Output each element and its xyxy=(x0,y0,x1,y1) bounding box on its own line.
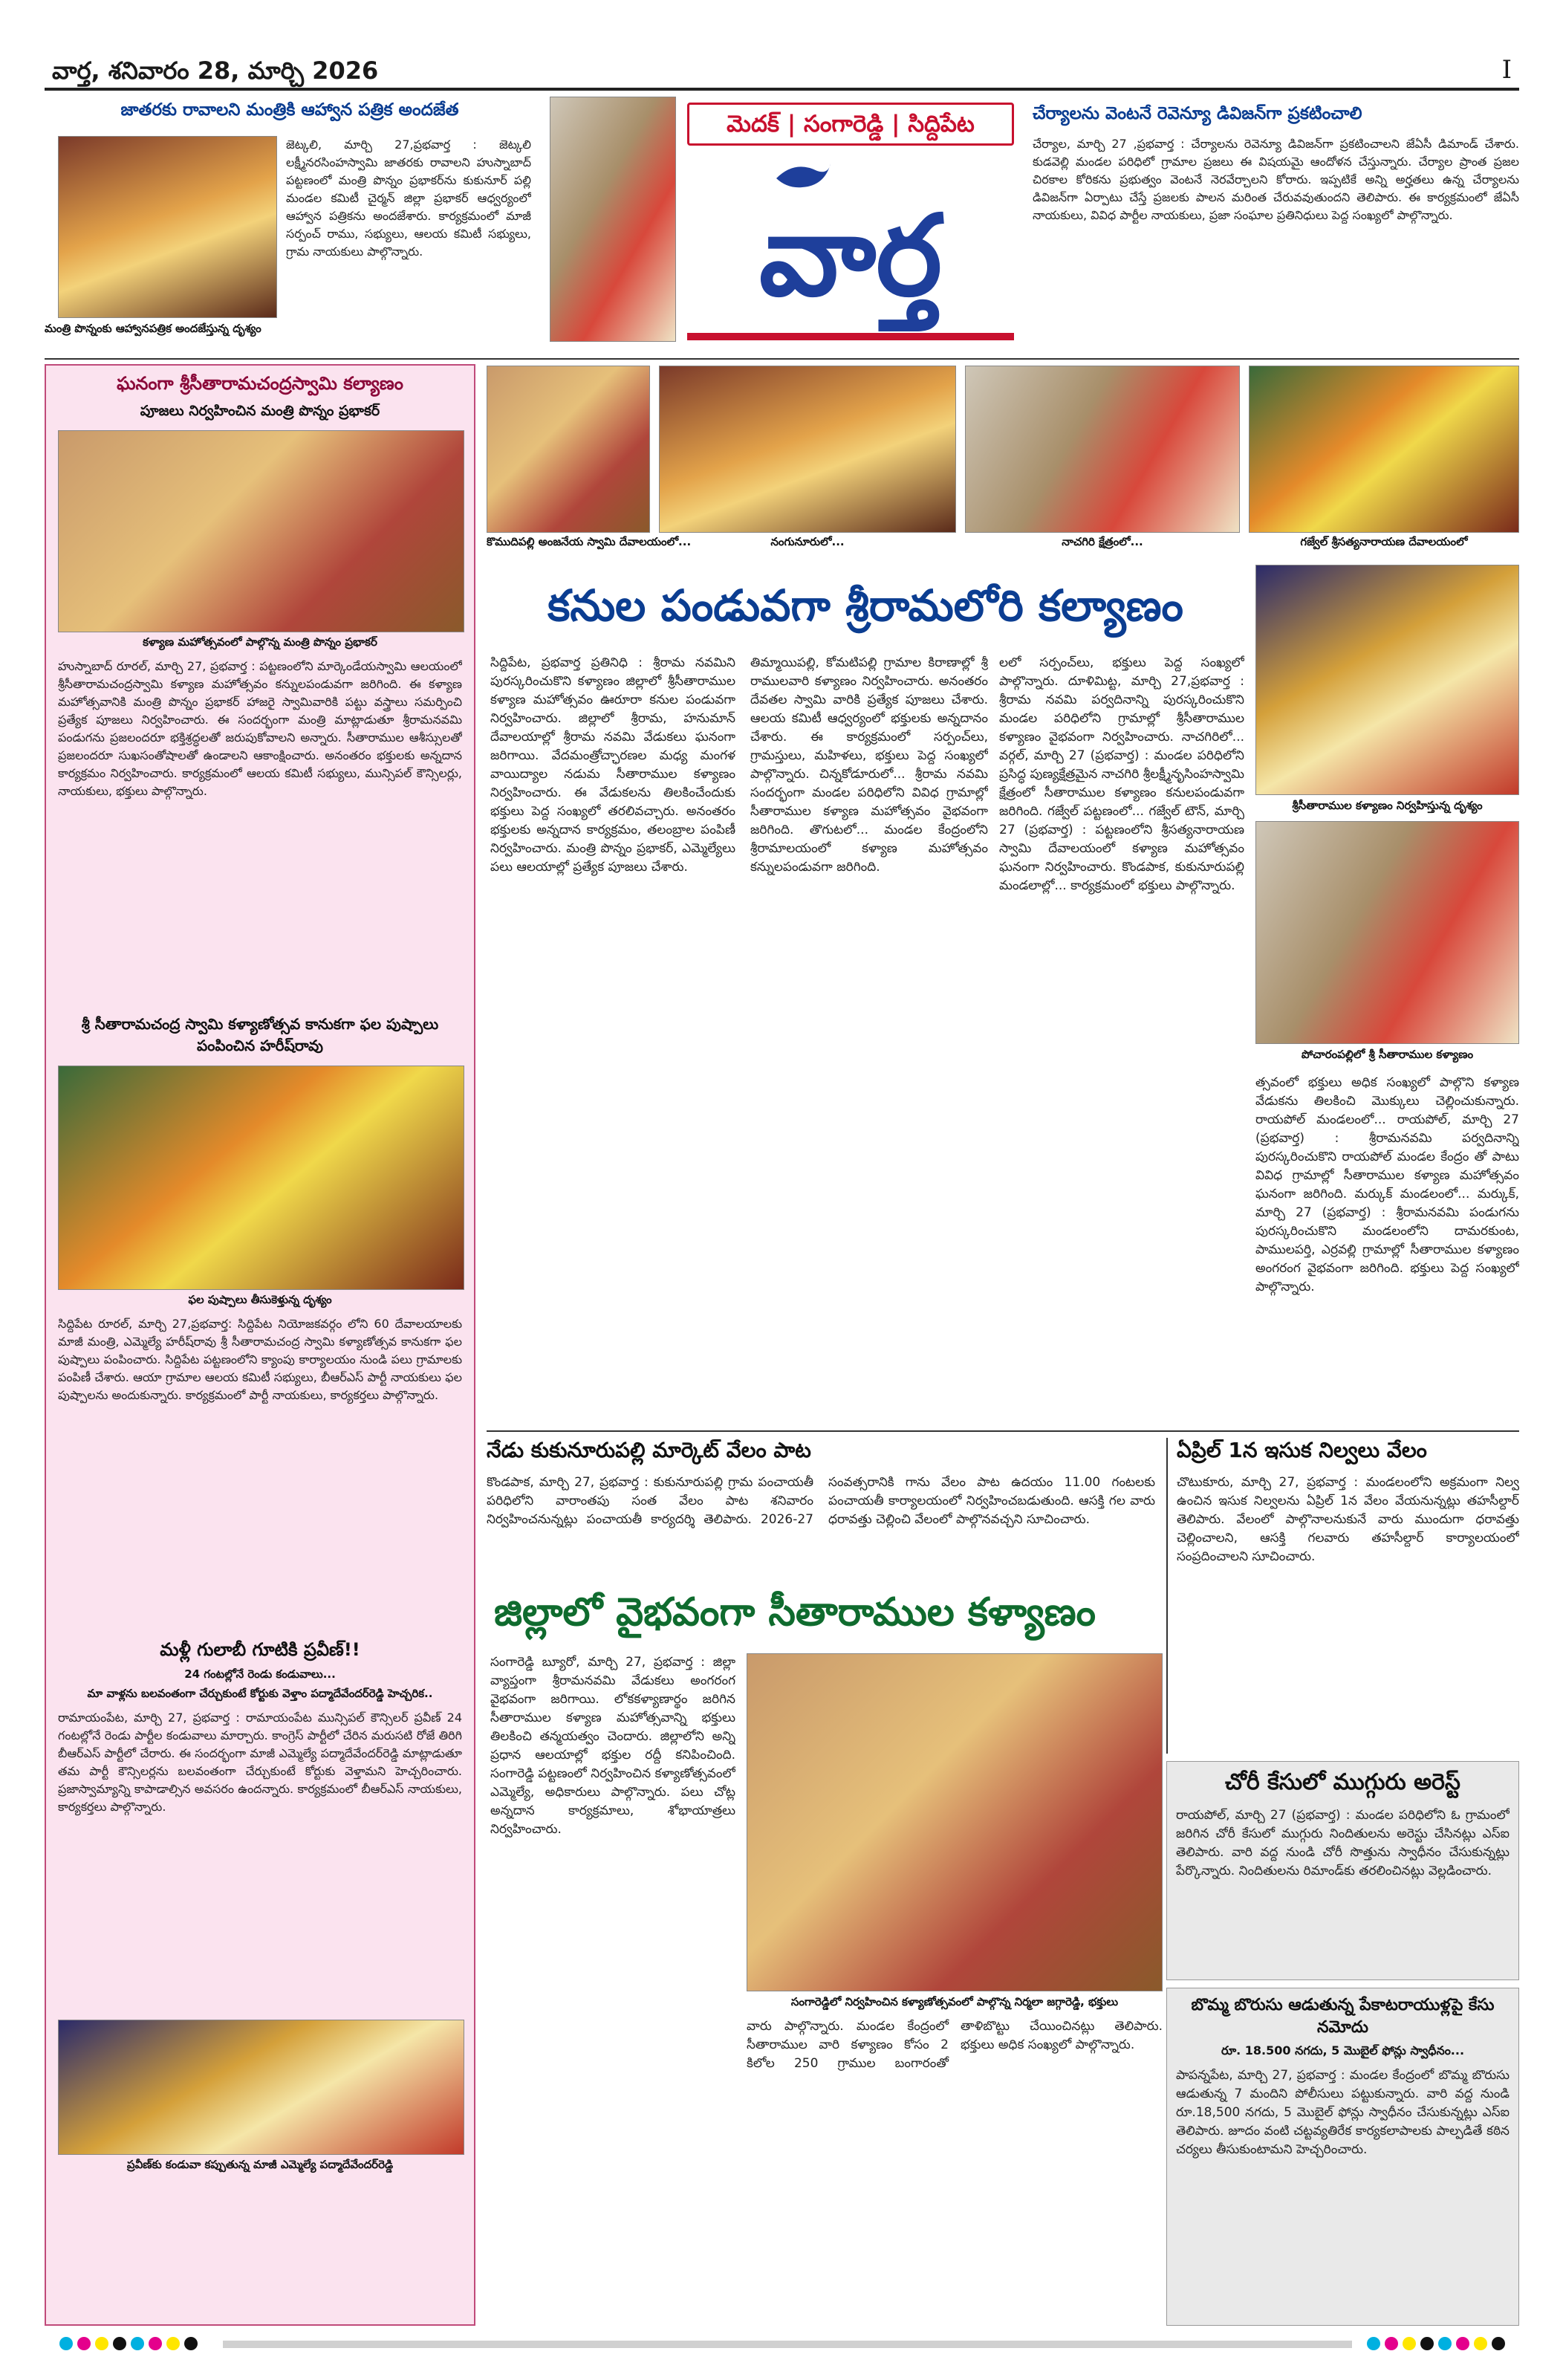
strip-caption-2: నంగునూరులో... xyxy=(770,535,845,548)
story-market xyxy=(487,1438,1155,1579)
registration-dot xyxy=(113,2337,126,2350)
registration-dot xyxy=(184,2337,198,2350)
strip-photo-1 xyxy=(487,366,650,533)
masthead-underline xyxy=(687,333,1014,340)
strip-caption-1: కొముదిపల్లి అంజనేయ స్వామి దేవాలయంలో... xyxy=(487,535,692,548)
sidebar-subhead-3: మళ్లీ గులాబీ గూటికి ప్రవీణ్!! xyxy=(160,1639,360,1660)
masthead-regions-bar xyxy=(687,103,1014,146)
strip-photo-2 xyxy=(659,366,956,533)
sidebar-caption-1: కళ్యాణ మహోత్సవంలో పాల్గొన్న మంత్రి పొన్నం ప్రభాకర్ xyxy=(143,635,377,649)
registration-dot xyxy=(95,2337,108,2350)
sidebar-kalyanam xyxy=(45,364,475,2326)
registration-dot xyxy=(77,2337,91,2350)
sidebar-body-2: సిద్దిపేట రూరల్, మార్చి 27,ప్రభవార్త: సిద్దిపేట నియోజకవర్గం లోని 60 దేవాలయాలకు మాజీ మంత్రి, ఎమ్మెల్యే హరీష్‌రావు శ్రీ సీతారామచంద్ర స్వామి కళ్యాణోత్సవ కానుకగా ఫల పుష్పాలు పంపించారు. సిద్దిపేట పట్టణంలోని క్యాంపు కార్యాలయం నుండి పలు గ్రామాలకు పంపిణీ చేశారు. ఆయా గ్రామాల ఆలయ కమిటీ సభ్యులు, బీఆర్ఎస్ పార్టీ నాయకులు ఫల పుష్పాలను అందుకున్నారు. కార్యక్రమంలో పార్టీ నాయకులు, కార్యకర్తలు పాల్గొన్నారు. xyxy=(58,1317,462,1402)
story-bomma xyxy=(1166,1988,1519,2326)
strip-photo-4 xyxy=(1249,366,1519,533)
story-arrest-body: రాయపోల్, మార్చి 27 (ప్రభవార్త) : మండల పరిధిలోని ఓ గ్రామంలో జరిగిన చోరీ కేసులో ముగ్గురు నిందితులను అరెస్టు చేసినట్లు ఎస్ఐ తెలిపారు. వారి వద్ద నుండి చోరీ సొత్తును స్వాధీనం చేసుకున్నట్లు పేర్కొన్నారు. నిందితులను రిమాండ్‌కు తరలించినట్లు వెల్లడించారు. xyxy=(1176,1808,1510,1878)
sidebar-photo-2 xyxy=(58,1066,464,1290)
story-cheryal xyxy=(1033,104,1519,357)
invite-photo xyxy=(58,136,277,318)
main-column-1: సిద్దిపేట, ప్రభవార్త ప్రతినిధి : శ్రీరామ నవమిని పురస్కరించుకొని కళ్యాణం జిల్లాలో శ్రీసీతారాముల కళ్యాణ మహోత్సవం ఊరూరా కనుల పండువగా నిర్వహించారు. జిల్లాలో శ్రీరామ, హనుమాన్ దేవాలయాల్లో శ్రీరామ నవమి వేడుకలు ఘనంగా జరిగాయి. వేదమంత్రోచ్ఛారణల మధ్య మంగళ వాయిద్యాల నడుమ సీతారాముల కళ్యాణం నిర్వహించారు. ఈ వేడుకలను తిలకించేందుకు భక్తులు పెద్ద సంఖ్యలో తరలివచ్చారు. అనంతరం భక్తులకు అన్నదాన కార్యక్రమం, తలంబ్రాల పంపిణీ నిర్వహించారు. మంత్రి పొన్నం ప్రభాకర్, ఎమ్మెల్యేలు పలు ఆలయాల్లో ప్రత్యేక పూజలు చేశారు. xyxy=(490,655,735,875)
right-photo-1 xyxy=(1255,565,1519,795)
main-column-3: లలో సర్పంచ్‌లు, భక్తులు పెద్ద సంఖ్యలో పాల్గొన్నారు. దూళిమిట్ట, మార్చి 27,ప్రభవార్త : శ్రీరామ నవమి పర్వదినాన్ని పురస్కరించుకొని మండల పరిధిలోని గ్రామాల్లో శ్రీసీతారాముల కళ్యాణం వైభవంగా నిర్వహించారు. నాచగిరిలో... వర్గల్, మార్చి 27 (ప్రభవార్త) : మండల పరిధిలోని ప్రసిద్ధ పుణ్యక్షేత్రమైన నాచగిరి శ్రీలక్ష్మీనృసింహస్వామి క్షేత్రంలో సీతారాముల కళ్యాణం కనులపండువగా జరిగింది. గజ్వేల్ పట్టణంలో... గజ్వేల్ టౌన్, మార్చి 27 (ప్రభవార్త) : పట్టణంలోని శ్రీసత్యనారాయణ స్వామి దేవాలయంలో కళ్యాణ మహోత్సవం ఘనంగా నిర్వహించారు. కొండపాక, కుకునూరుపల్లి మండలాల్లో... కార్యక్రమంలో భక్తులు పాల్గొన్నారు. xyxy=(999,655,1244,893)
registration-dot xyxy=(1474,2337,1487,2350)
print-bar xyxy=(223,2341,1352,2348)
sidebar-kicker-3b: మా వాళ్లను బలవంతంగా చేర్చుకుంటే కోర్టుకు వెళ్తాం పద్మాదేవేందర్‌రెడ్డి హెచ్చరిక.. xyxy=(87,1687,433,1700)
main-headline: కనుల పండువగా శ్రీరామలోరి కల్యాణం xyxy=(547,580,1183,631)
story-bomma-body: పాపన్నపేట, మార్చి 27, ప్రభవార్త : మండల కేంద్రంలో బొమ్మ బొరుసు ఆడుతున్న 7 మందిని పోలీసులు పట్టుకున్నారు. వారి వద్ద నుండి రూ.18,500 నగదు, 5 మొబైల్ ఫోన్లు స్వాధీనం చేసుకున్నట్లు ఎస్ఐ తెలిపారు. జూదం వంటి చట్టవ్యతిరేక కార్యకలాపాలకు పాల్పడితే కఠిన చర్యలు తీసుకుంటామని హెచ్చరించారు. xyxy=(1176,2068,1510,2157)
sidebar-kicker-3: 24 గంటల్లోనే రెండు కండువాలు... xyxy=(184,1667,336,1681)
registration-dot xyxy=(1456,2337,1469,2350)
main-column-2: తిమ్మాయిపల్లి, కోమటిపల్లి గ్రామాల కిరాణాల్లో శ్రీ రాములవారి కళ్యాణం నిర్వహించారు. అనంతరం దేవతల స్వామి వారికి ప్రత్యేక పూజలు చేశారు. ఆలయ కమిటీ ఆధ్వర్యంలో భక్తులకు అన్నదానం చేశారు. ఈ కార్యక్రమంలో సర్పంచ్‌లు, గ్రామస్తులు, మహిళలు, భక్తులు పెద్ద సంఖ్యలో పాల్గొన్నారు. చిన్నకోడూరులో... శ్రీరామ నవమి సందర్భంగా మండల పరిధిలోని వివిధ గ్రామాల్లో సీతారాముల కళ్యాణ మహోత్సవం వైభవంగా జరిగింది. తొగుటలో... మండల కేంద్రంలోని శ్రీరామాలయంలో కళ్యాణ మహోత్సవం కన్నులపండువగా జరిగింది. xyxy=(750,655,988,875)
right-body: త్సవంలో భక్తులు అధిక సంఖ్యలో పాల్గొని కళ్యాణ వేడుకను తిలకించి మొక్కులు చెల్లించుకున్నారు. రాయపోల్ మండలంలో... రాయపోల్, మార్చి 27 (ప్రభవార్త) : శ్రీరామనవమి పర్వదినాన్ని పురస్కరించుకొని రాయపోల్ మండల కేంద్రం తో పాటు వివిధ గ్రామాల్లో సీతారాముల కళ్యాణ మహోత్సవం ఘనంగా జరిగింది. మర్కుక్ మండలంలో... మర్కుక్, మార్చి 27 (ప్రభవార్త) : శ్రీరామనవమి పండుగను పురస్కరించుకొని మండలంలోని దామరకుంట, పాములపర్తి, ఎర్రవల్లి గ్రామాల్లో సీతారాముల కళ్యాణం అంగరంగ వైభవంగా జరిగింది. భక్తులు పెద్ద సంఖ్యలో పాల్గొన్నారు. xyxy=(1255,1075,1519,1294)
story-sand-headline: ఏప్రిల్ 1న ఇసుక నిల్వలు వేలం xyxy=(1177,1438,1427,1462)
registration-dot xyxy=(59,2337,73,2350)
strip-caption-3: నాచగిరి క్షేత్రంలో... xyxy=(1062,535,1143,548)
registration-dot xyxy=(1403,2337,1416,2350)
story-invite-caption: మంత్రి పొన్నంకు ఆహ్వానపత్రిక అందజేస్తున్న దృశ్యం xyxy=(45,322,261,335)
masthead-paper-name: వార్త xyxy=(758,192,943,321)
story-market-body: కొండపాక, మార్చి 27, ప్రభవార్త : కుకునూరుపల్లి గ్రామ పంచాయతీ పరిధిలోని వారాంతపు సంత వేలం పాట శనివారం నిర్వహించనున్నట్లు పంచాయతీ కార్యదర్శి తెలిపారు. 2026-27 సంవత్సరానికి గాను వేలం పాట ఉదయం 11.00 గంటలకు పంచాయతీ కార్యాలయంలో నిర్వహించబడుతుంది. ఆసక్తి గల వారు ధరావత్తు చెల్లించి వేలంలో పాల్గొనవచ్చని సూచించారు. xyxy=(487,1475,1155,1527)
story-invite-body: జెట్కలి, మార్చి 27,ప్రభవార్త : జెట్కలి లక్ష్మీనరసింహస్వామి జాతరకు రావాలని హుస్నాబాద్ పట్టణంలో మంత్రి పొన్నం ప్రభాకర్‌ను కుకునూర్ పల్లి మండల కమిటీ చైర్మన్ జిల్లా ప్రభాకర్ ఆధ్వర్యంలో ఆహ్వాన పత్రికను అందజేశారు. కార్యక్రమంలో మాజీ సర్పంచ్ రాము, సభ్యులు, ఆలయ కమిటీ సభ్యులు, గ్రామ నాయకులు పాల్గొన్నారు. xyxy=(286,137,531,259)
district-headline: జిల్లాలో వైభవంగా సీతారాముల కళ్యాణం xyxy=(494,1590,1096,1635)
registration-dot xyxy=(1420,2337,1434,2350)
masthead-collage xyxy=(550,97,676,342)
registration-dot xyxy=(131,2337,144,2350)
sidebar-caption-2: ఫల పుష్పాలు తీసుకెళ్తున్న దృశ్యం xyxy=(188,1293,332,1306)
sidebar-subhead: పూజలు నిర్వహించిన మంత్రి పొన్నం ప్రభాకర్ xyxy=(140,403,380,419)
registration-dot xyxy=(1492,2337,1505,2350)
dateline: వార్త, శనివారం 28, మార్చి 2026 xyxy=(52,56,379,85)
story-arrest xyxy=(1166,1761,1519,1980)
story-cheryal-body: చేర్యాల, మార్చి 27 ,ప్రభవార్త : చేర్యాలను రెవెన్యూ డివిజన్‌గా ప్రకటించాలని జేఏసీ డిమాండ్ చేశారు. కుడవెల్లి మండల పరిధిలో గ్రామాల ప్రజలు ఈ విషయమై ఆందోళన చేస్తున్నారు. చేర్యాల ప్రాంత ప్రజల చిరకాల కోరికను ప్రభుత్వం వెంటనే నెరవేర్చాలని కోరారు. ఇప్పటికే అన్ని అర్హతలు ఉన్న చేర్యాలను డివిజన్‌గా ఏర్పాటు చేస్తే ప్రజలకు పాలన మరింత చేరువవుతుందని తెలిపారు. ఈ కార్యక్రమంలో జేఏసీ నాయకులు, వివిధ పార్టీల నాయకులు, ప్రజా సంఘాల ప్రతినిధులు పెద్ద సంఖ్యలో పాల్గొన్నారు. xyxy=(1033,137,1519,222)
registration-dot xyxy=(1367,2337,1380,2350)
page-number: I xyxy=(1501,55,1512,85)
district-caption: సంగారెడ్డిలో నిర్వహించిన కళ్యాణోత్సవంలో పాల్గొన్న నిర్మలా జగ్గారెడ్డి, భక్తులు xyxy=(790,1995,1119,2008)
story-sand xyxy=(1166,1438,1519,1754)
divider xyxy=(487,1430,1519,1432)
story-bomma-headline: బొమ్మ బొరుసు ఆడుతున్న పేకాటరాయుళ్లపై కేసు నమోదు xyxy=(1191,1996,1495,2037)
right-caption-1: శ్రీసీతారాముల కళ్యాణం నిర్వహిస్తున్న దృశ్యం xyxy=(1292,799,1483,812)
sidebar-body-3: రామాయంపేట, మార్చి 27, ప్రభవార్త : రామాయంపేట మున్సిపల్ కౌన్సిలర్ ప్రవీణ్ 24 గంటల్లోనే రెండు పార్టీల కండువాలు మార్చారు. కాంగ్రెస్ పార్టీలో చేరిన మరుసటి రోజే తిరిగి బీఆర్ఎస్ పార్టీలో చేరారు. ఈ సందర్భంగా మాజీ ఎమ్మెల్యే పద్మాదేవేందర్‌రెడ్డి మాట్లాడుతూ తమ పార్టీ కౌన్సిలర్లను బలవంతంగా చేర్చుకుంటే కోర్టుకు వెళ్తామని హెచ్చరించారు. ప్రజాస్వామ్యాన్ని కాపాడాల్సిన అవసరం ఉందన్నారు. కార్యక్రమంలో బీఆర్ఎస్ నాయకులు, కార్యకర్తలు పాల్గొన్నారు. xyxy=(58,1711,462,1814)
sidebar-subhead-2: శ్రీ సీతారామచంద్ర స్వామి కళ్యాణోత్సవ కానుకగా ఫల పుష్పాలు పంపించిన హరీష్‌రావు xyxy=(81,1015,439,1054)
masthead xyxy=(550,97,1018,357)
story-bomma-kicker: రూ. 18.500 నగదు, 5 మొబైల్ ఫోన్లు స్వాధీనం... xyxy=(1221,2043,1465,2058)
strip-caption-4: గజ్వేల్ శ్రీసత్యనారాయణ దేవాలయంలో xyxy=(1300,535,1468,548)
district-photo xyxy=(747,1653,1163,1991)
registration-dot xyxy=(149,2337,162,2350)
story-arrest-headline: చోరీ కేసులో ముగ్గురు అరెస్ట్ xyxy=(1225,1769,1460,1795)
masthead-regions: మెదక్ | సంగారెడ్డి | సిద్దిపేట xyxy=(727,111,975,137)
right-caption-2: పోచారంపల్లిలో శ్రీ సీతారాముల కళ్యాణం xyxy=(1301,1048,1474,1061)
district-body: సంగారెడ్డి బ్యూరో, మార్చి 27, ప్రభవార్త : జిల్లా వ్యాప్తంగా శ్రీరామనవమి వేడుకలు అంగరంగ వైభవంగా జరిగాయి. లోకకళ్యాణార్థం జరిగిన సీతారాముల కళ్యాణ మహోత్సవాన్ని భక్తులు తిలకించి తన్మయత్వం చెందారు. జిల్లాలోని అన్ని ప్రధాన ఆలయాల్లో భక్తుల రద్దీ కనిపించింది. సంగారెడ్డి పట్టణంలో నిర్వహించిన కళ్యాణోత్సవంలో ఎమ్మెల్యే, అధికారులు పాల్గొన్నారు. పలు చోట్ల అన్నదాన కార్యక్రమాలు, శోభాయాత్రలు నిర్వహించారు. xyxy=(490,1655,735,1837)
registration-dot xyxy=(1385,2337,1398,2350)
photo-strip xyxy=(487,366,1519,559)
sidebar-headline: ఘనంగా శ్రీసీతారామచంద్రస్వామి కల్యాణం xyxy=(117,373,403,394)
page-header xyxy=(45,52,1519,91)
strip-photo-3 xyxy=(965,366,1240,533)
story-sand-body: చొటుకూరు, మార్చి 27, ప్రభవార్త : మండలంలోని అక్రమంగా నిల్వ ఉంచిన ఇసుక నిల్వలను ఏప్రిల్ 1న వేలం వేయనున్నట్లు తహసీల్దార్ తెలిపారు. వేలంలో పాల్గొనాలనుకునే వారు ముందుగా ధరావత్తు చెల్లించాలని, ఆసక్తి గలవారు తహసీల్దార్ కార్యాలయంలో సంప్రదించాలని సూచించారు. xyxy=(1177,1475,1519,1564)
district-body-bottom: వారు పాల్గొన్నారు. మండల కేంద్రంలో సీతారాముల వారి కళ్యాణం కోసం 2 కిలోల 250 గ్రాముల బంగారంతో తాళిబొట్టు చేయించినట్లు తెలిపారు. భక్తులు అధిక సంఖ్యలో పాల్గొన్నారు. xyxy=(747,2019,1163,2071)
registration-dot xyxy=(166,2337,180,2350)
right-photo-2 xyxy=(1255,821,1519,1044)
story-market-headline: నేడు కుకునూరుపల్లి మార్కెట్ వేలం పాట xyxy=(487,1438,811,1462)
sidebar-photo-1 xyxy=(58,430,464,632)
sidebar-photo-3 xyxy=(58,2020,464,2155)
print-marks-right xyxy=(1367,2337,1530,2359)
story-invite-headline: జాతరకు రావాలని మంత్రికి ఆహ్వాన పత్రిక అందజేత xyxy=(120,100,459,120)
registration-dot xyxy=(1438,2337,1452,2350)
sidebar-caption-3: ప్రవీణ్‌కు కండువా కప్పుతున్న మాజీ ఎమ్మెల్యే పద్మాదేవేందర్‌రెడ్డి xyxy=(126,2158,394,2171)
sidebar-body-1: హుస్నాబాద్ రూరల్, మార్చి 27, ప్రభవార్త : పట్టణంలోని మార్కెండేయస్వామి ఆలయంలో శ్రీసీతారామచంద్రస్వామి కళ్యాణ మహోత్సవం కన్నులపండువగా జరిగింది. ఈ కళ్యాణ మహోత్సవానికి మంత్రి పొన్నం ప్రభాకర్ హాజరై స్వామివారికి పట్టు వస్త్రాలు సమర్పించి ప్రత్యేక పూజలు నిర్వహించారు. ఈ సందర్భంగా మంత్రి మాట్లాడుతూ శ్రీరామనవమి పండుగను ప్రజలందరూ భక్తిశ్రద్ధలతో జరుపుకోవాలని అన్నారు. సీతారాముల ఆశీస్సులతో ప్రజలందరూ సుఖసంతోషాలతో ఉండాలని ఆకాంక్షించారు. అనంతరం భక్తులకు అన్నదాన కార్యక్రమం నిర్వహించారు. కార్యక్రమంలో ఆలయ కమిటీ సభ్యులు, మున్సిపల్ కౌన్సిలర్లు, నాయకులు, భక్తులు పాల్గొన్నారు. xyxy=(58,659,462,798)
story-invite xyxy=(45,100,535,353)
divider xyxy=(45,358,1519,360)
story-cheryal-headline: చేర్యాలను వెంటనే రెవెన్యూ డివిజన్‌గా ప్రకటించాలి xyxy=(1033,104,1362,123)
